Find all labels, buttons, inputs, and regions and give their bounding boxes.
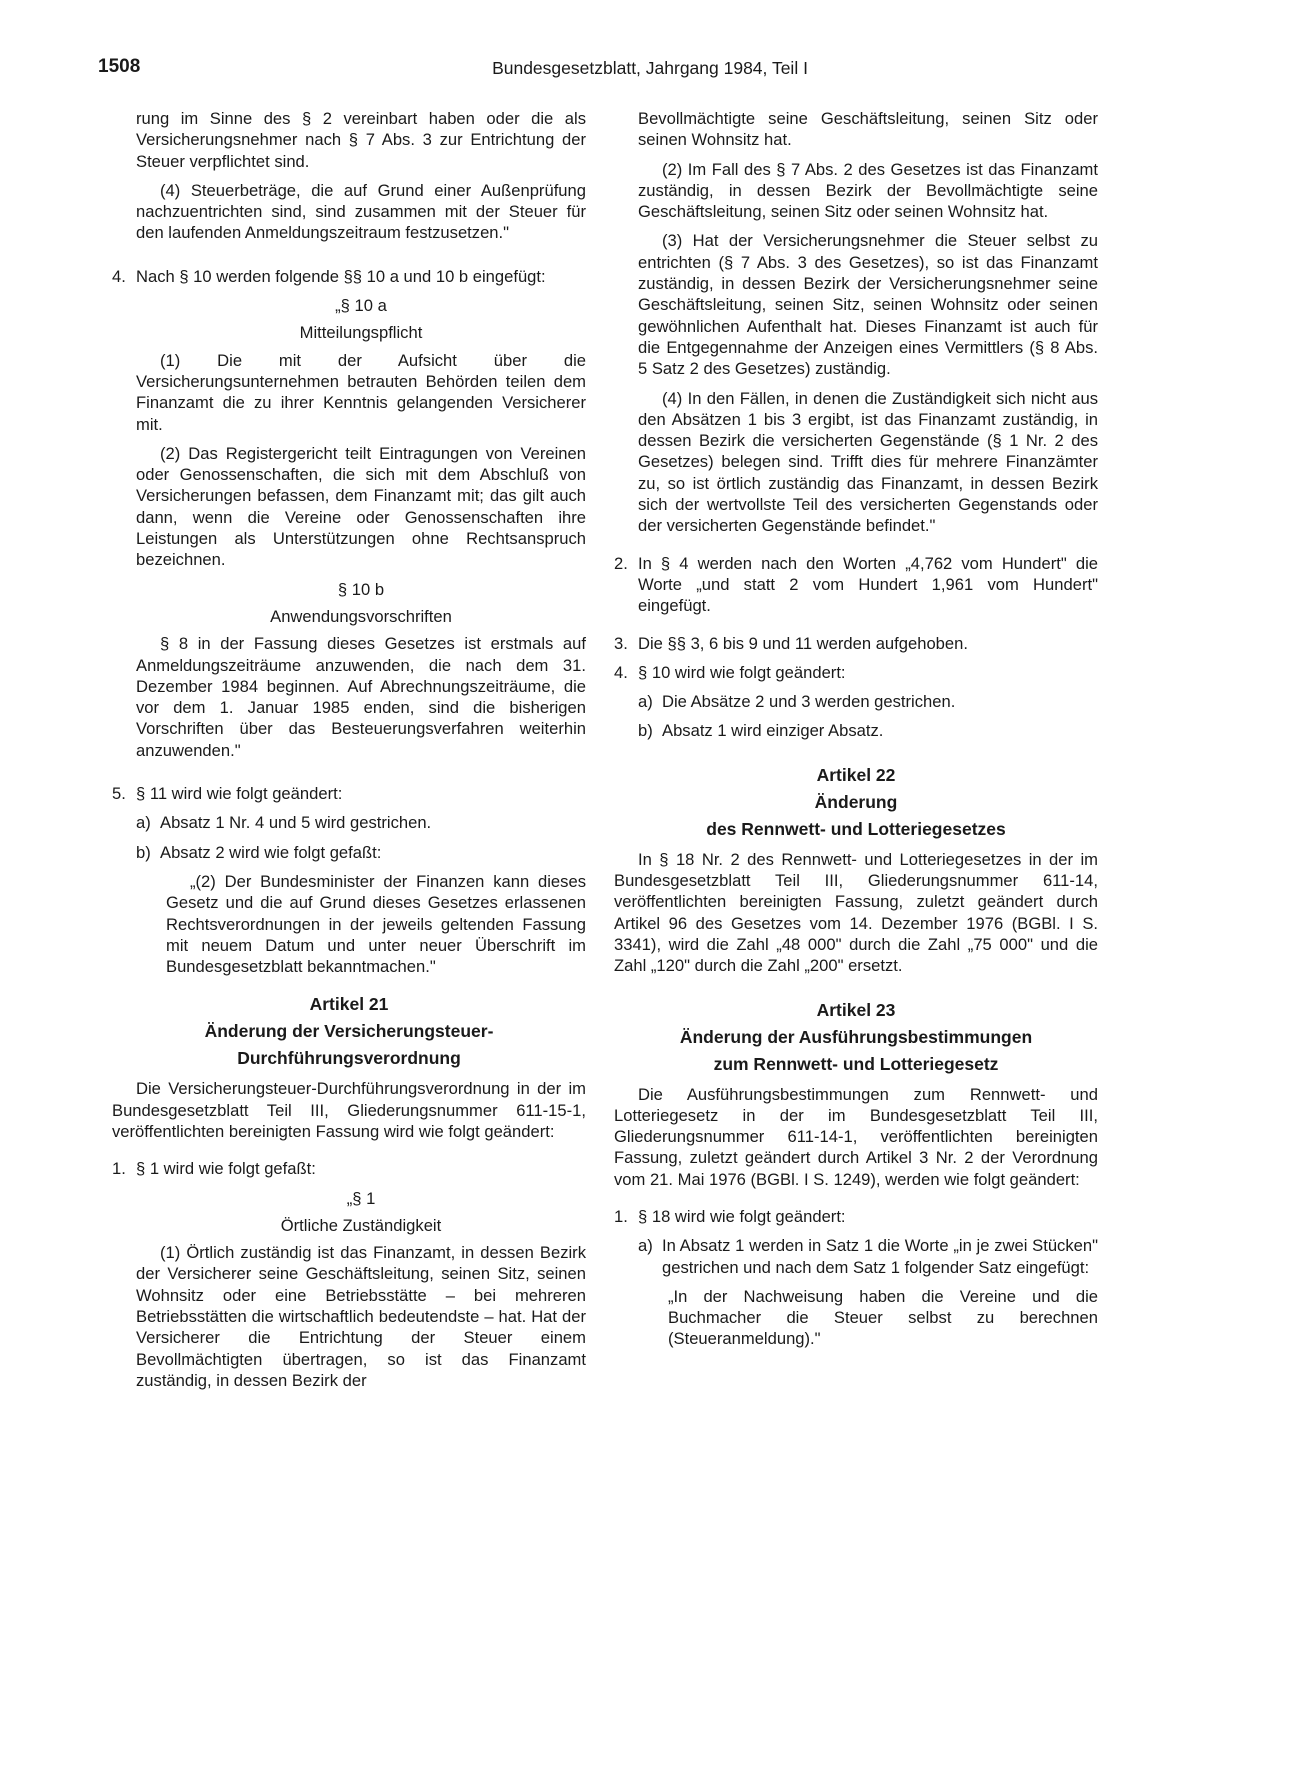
section-subtitle: Anwendungsvorschriften [270, 606, 452, 626]
running-title: Bundesgesetzblatt, Jahrgang 1984, Teil I [492, 58, 808, 78]
section-subtitle: Mitteilungspflicht [299, 323, 423, 343]
item-text: In § 4 werden nach den Worten „4,762 vom Hundert" die Worte „und statt 2 vom Hundert 1,961 vom Hundert" eingefügt. [638, 553, 1098, 616]
paragraph: § 8 in der Fassung dieses Gesetzes ist erstmals auf Anmeldungszeiträume anzuwenden, die nach dem 31. Dezember 1984 beginnen. Auf Abrechnungszeiträume, die vor dem 1. Januar 1985 enden, sind die bisherigen Vorschriften über das Besteuerungsverfahren weiterhin anzuwenden." [136, 634, 586, 760]
list-item [112, 266, 586, 287]
sub-list-item [136, 842, 586, 863]
item-number: 4. [112, 266, 126, 286]
paragraph: (4) Steuerbeträge, die auf Grund einer Außenprüfung nachzuentrichten sind, sind zusammen mit der Steuer für den laufenden Anmeldungszeitraum festzusetzen." [136, 180, 586, 243]
item-letter: a) [638, 1236, 653, 1256]
list-item [614, 662, 1098, 683]
item-text: Absatz 1 wird einziger Absatz. [662, 721, 884, 741]
item-number: 2. [614, 553, 628, 573]
section-1 [136, 1188, 586, 1392]
item-letter: b) [638, 721, 653, 741]
item-number: 3. [614, 633, 628, 653]
article-title: Artikel 21 [309, 994, 389, 1015]
article-heading-line: Durchführungsverordnung [237, 1048, 461, 1069]
item-letter: a) [638, 692, 653, 712]
section-10a [136, 295, 586, 571]
item-text: § 10 wird wie folgt geändert: [638, 662, 846, 682]
paragraph: (4) In den Fällen, in denen die Zuständigkeit sich nicht aus den Absätzen 1 bis 3 ergibt, ist das Finanzamt zuständig, in dessen Bezirk die versicherten Gegenstände (§ 1 Nr. 2 des Gesetzes) belegen sind. Trifft dies für mehrere Finanzämter zu, so ist örtlich zuständig das Finanzamt, in dessen Bezirk sich der wertvollste Teil des versicherten Gegenstands oder der versicherten Gegenstände befindet." [638, 388, 1098, 536]
paragraph: In § 18 Nr. 2 des Rennwett- und Lotteriegesetzes in der im Bundesgesetzblatt Teil III, Gliederungsnummer 611-14, veröffentlichten bereinigten Fassung, zuletzt geändert durch Artikel 96 des Gesetzes vom 14. Dezember 1976 (BGBl. I S. 3341), wird die Zahl „48 000" durch die Zahl „75 000" und die Zahl „120" durch die Zahl „200" ersetzt. [614, 849, 1098, 976]
item-text: § 18 wird wie folgt geändert: [638, 1206, 846, 1226]
page-number: 1508 [98, 56, 141, 77]
section-title: „§ 1 [346, 1188, 376, 1208]
paragraph: (2) Im Fall des § 7 Abs. 2 des Gesetzes ist das Finanzamt zuständig, in dessen Bezirk der Bevollmächtigte seine Geschäftsleitung, seinen Sitz oder seinen Wohnsitz hat. [638, 159, 1098, 222]
section-10b [136, 579, 586, 761]
item-text: Absatz 1 Nr. 4 und 5 wird gestrichen. [160, 813, 432, 833]
article-heading-line: Änderung der Ausführungsbestimmungen [679, 1026, 1033, 1047]
list-item [112, 783, 586, 804]
item-text: Nach § 10 werden folgende §§ 10 a und 10 b eingefügt: [136, 266, 546, 286]
item-number: 1. [614, 1206, 628, 1226]
paragraph: Die Versicherungsteuer-Durchführungsverordnung in der im Bundesgesetzblatt Teil III, Gliederungsnummer 611-15-1, veröffentlichten bereinigten Fassung wird wie folgt geändert: [112, 1079, 586, 1141]
paragraph: (2) Das Registergericht teilt Eintragungen von Vereinen oder Genossenschaften, die sich mit dem Abschluß von Versicherungen befassen, dem Finanzamt mit; das gilt auch dann, wenn die Vereine oder Genossenschaften ihre Leistungen als Unterstützungen ohne Rechtsanspruch bezeichnen. [136, 443, 586, 570]
list-item [112, 1158, 586, 1179]
item-text: § 1 wird wie folgt gefaßt: [136, 1159, 316, 1179]
list-item [614, 633, 1098, 654]
section-title: § 10 b [337, 579, 385, 599]
article-heading-line: Änderung [814, 791, 898, 812]
article-heading-line: Änderung der Versicherungsteuer- [204, 1021, 494, 1042]
section-subtitle: Örtliche Zuständigkeit [280, 1215, 442, 1235]
item-text: Die Absätze 2 und 3 werden gestrichen. [662, 692, 956, 712]
quoted-paragraph: „(2) Der Bundesminister der Finanzen kann dieses Gesetz und die auf Grund dieses Gesetzes erlassenen Rechtsverordnungen in der jeweils geltenden Fassung mit neuem Datum und unter neuer Überschrift im Bundesgesetzblatt bekanntmachen." [166, 871, 586, 977]
sub-list-item [638, 720, 1098, 741]
paragraph: rung im Sinne des § 2 vereinbart haben oder die als Versicherungsnehmer nach § 7 Abs. 3 zur Entrichtung der Steuer verpflichtet sind. [136, 109, 586, 171]
paragraph: (1) Die mit der Aufsicht über die Versicherungsunternehmen betrauten Behörden teilen dem Finanzamt die zu ihrer Kenntnis gelangenden Versicherer mit. [136, 350, 586, 434]
item-text: Die §§ 3, 6 bis 9 und 11 werden aufgehoben. [638, 633, 968, 653]
section-title: „§ 10 a [335, 296, 387, 316]
item-letter: a) [136, 813, 151, 833]
quoted-paragraph: „In der Nachweisung haben die Vereine und die Buchmacher die Steuer selbst zu berechnen (Steueranmeldung)." [668, 1286, 1098, 1349]
list-item [614, 553, 1098, 617]
paragraph: Die Ausführungsbestimmungen zum Rennwett- und Lotteriegesetz in der im Bundesgesetzblatt Teil III, Gliederungsnummer 611-14-1, veröffentlichten bereinigten Fassung, zuletzt geändert durch Artikel 3 Nr. 2 der Verordnung vom 21. Mai 1976 (BGBl. I S. 1249), werden wie folgt geändert: [614, 1084, 1098, 1189]
article-title: Artikel 22 [816, 764, 896, 785]
right-column [614, 108, 1098, 1358]
item-text: § 11 wird wie folgt geändert: [136, 784, 343, 804]
item-number: 5. [112, 784, 126, 804]
page-header [0, 56, 1300, 86]
article-title: Artikel 23 [816, 999, 896, 1020]
paragraph: Bevollmächtigte seine Geschäftsleitung, seinen Sitz oder seinen Wohnsitz hat. [638, 109, 1098, 150]
list-item [614, 1206, 1098, 1227]
sub-list-item [638, 1235, 1098, 1278]
article-heading-line: des Rennwett- und Lotteriegesetzes [706, 818, 1006, 839]
item-letter: b) [136, 842, 151, 862]
item-number: 4. [614, 662, 628, 682]
sub-list-item [136, 812, 586, 833]
sub-list-item [638, 691, 1098, 712]
article-heading-line: zum Rennwett- und Lotteriegesetz [713, 1053, 999, 1074]
item-number: 1. [112, 1159, 126, 1179]
item-text: Absatz 2 wird wie folgt gefaßt: [160, 842, 382, 862]
paragraph: (1) Örtlich zuständig ist das Finanzamt, in dessen Bezirk der Versicherer seine Geschäftsleitung, seinen Sitz, seinen Wohnsitz oder eine Betriebsstätte – bei mehreren Betriebsstätten die wirtschaftlich bedeutendste – hat. Hat der Versicherer die Entrichtung der Steuer einem Bevollmächtigten übertragen, so ist das Finanzamt zuständig, in dessen Bezirk der [136, 1243, 586, 1390]
left-column [112, 108, 586, 1399]
paragraph: (3) Hat der Versicherungsnehmer die Steuer selbst zu entrichten (§ 7 Abs. 3 des Gesetzes), so ist das Finanzamt zuständig, in dessen Bezirk der Versicherungsnehmer seine Geschäftsleitung, seinen Sitz, seinen Wohnsitz oder seinen gewöhnlichen Aufenthalt hat. Dieses Finanzamt ist auch für die Entgegennahme der Anzeigen eines Vermittlers (§ 8 Abs. 5 Satz 2 des Gesetzes) zuständig. [638, 231, 1098, 379]
item-text: In Absatz 1 werden in Satz 1 die Worte „in je zwei Stücken" gestrichen und nach dem Satz 1 folgender Satz eingefügt: [662, 1236, 1098, 1277]
